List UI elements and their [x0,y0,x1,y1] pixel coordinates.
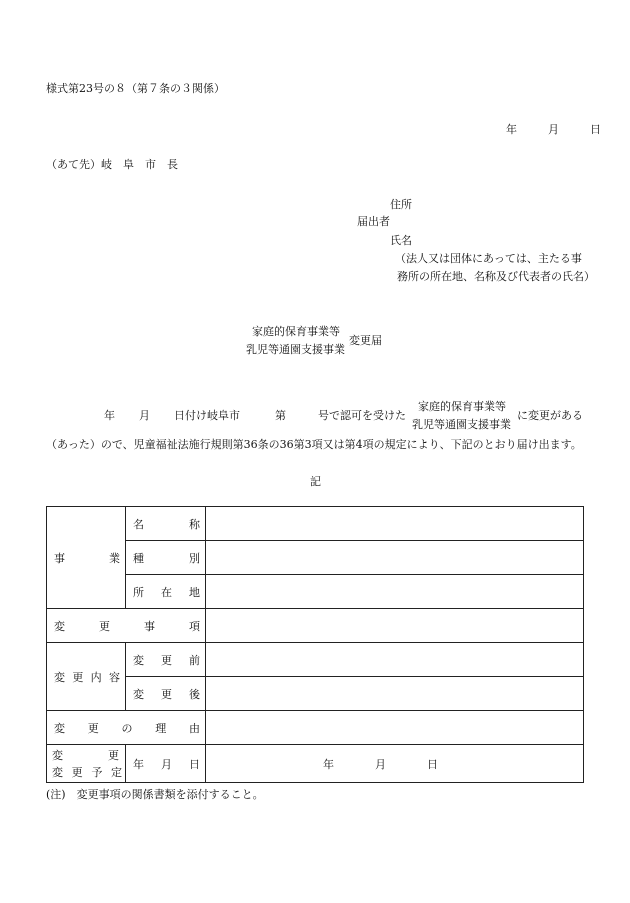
attachment-note: (注) 変更事項の関係書類を添付すること。 [46,788,264,801]
body-biz-line1: 家庭的保育事業等 [418,400,506,413]
body-paragraph2: （あった）ので、児童福祉法施行規則第36条の36第3項又は第4項の規定により、下記のとおり届け出ます。 [46,438,582,451]
change-content-label-cell [47,643,126,711]
addressee: （あて先）岐 阜 市 長 [46,158,178,171]
table-row [47,677,584,711]
change-form-table [46,506,584,783]
table-row [47,643,584,677]
reason-label-cell [47,711,206,745]
body-dated: 日付け岐阜市 [174,409,240,422]
body-change-occurred: に変更がある [517,409,583,422]
before-label: 変 更 前 [133,653,200,667]
title-line1: 家庭的保育事業等 [252,325,340,338]
table-row [47,507,584,541]
scheduled-date-value: 年 月 日 [323,757,440,771]
body-biz-line2: 乳児等通園支援事業 [412,418,511,431]
table-row [47,745,584,783]
body-dai: 第 [275,409,286,422]
title-suffix: 変更届 [349,334,382,347]
location-value-cell[interactable] [206,575,584,609]
body-approved: 号で認可を受けた [318,409,406,422]
type-value-cell[interactable] [206,541,584,575]
address-label: 住所 [390,198,412,211]
table-row [47,575,584,609]
type-label: 種 別 [133,551,200,565]
location-label: 所 在 地 [133,585,200,599]
change-item-label-cell [47,609,206,643]
table-row [47,541,584,575]
type-label-cell [126,541,206,575]
title-line2: 乳児等通園支援事業 [246,343,345,356]
date-label-cell [126,745,206,783]
reason-value-cell[interactable] [206,711,584,745]
change-item-label: 変 更 事 項 [54,619,200,633]
reason-label: 変 更 の 理 由 [54,721,200,735]
location-label-cell [126,575,206,609]
business-label: 事 業 [54,551,120,565]
table-row [47,711,584,745]
after-label: 変 更 後 [133,687,200,701]
date-label: 年 月 日 [133,757,200,771]
before-value-cell[interactable] [206,643,584,677]
before-label-cell [126,643,206,677]
table-row [47,609,584,643]
change-item-value-cell[interactable] [206,609,584,643]
corp-note-line2: 務所の所在地、名称及び代表者の氏名） [397,270,595,283]
scheduled-date-cell[interactable] [206,745,584,783]
scheduled-label-cell [47,745,126,783]
name-label: 名 称 [133,517,200,531]
notifier-label: 届出者 [357,215,390,228]
after-value-cell[interactable] [206,677,584,711]
business-header-cell [47,507,126,609]
ki-label: 記 [310,475,321,488]
corp-note-line1: （法人又は団体にあっては、主たる事 [395,252,582,265]
body-month: 月 [139,409,150,422]
scheduled-label: 変 更 変 更 予 定 [52,748,122,779]
form-number: 様式第23号の８（第７条の３関係） [46,82,225,95]
body-year: 年 [104,409,115,422]
after-label-cell [126,677,206,711]
name-label-cell [126,507,206,541]
change-content-label: 変 更 内 容 [54,670,120,684]
name-value-cell[interactable] [206,507,584,541]
name-label: 氏名 [390,234,412,247]
date-line: 年 月 日 [506,123,604,136]
